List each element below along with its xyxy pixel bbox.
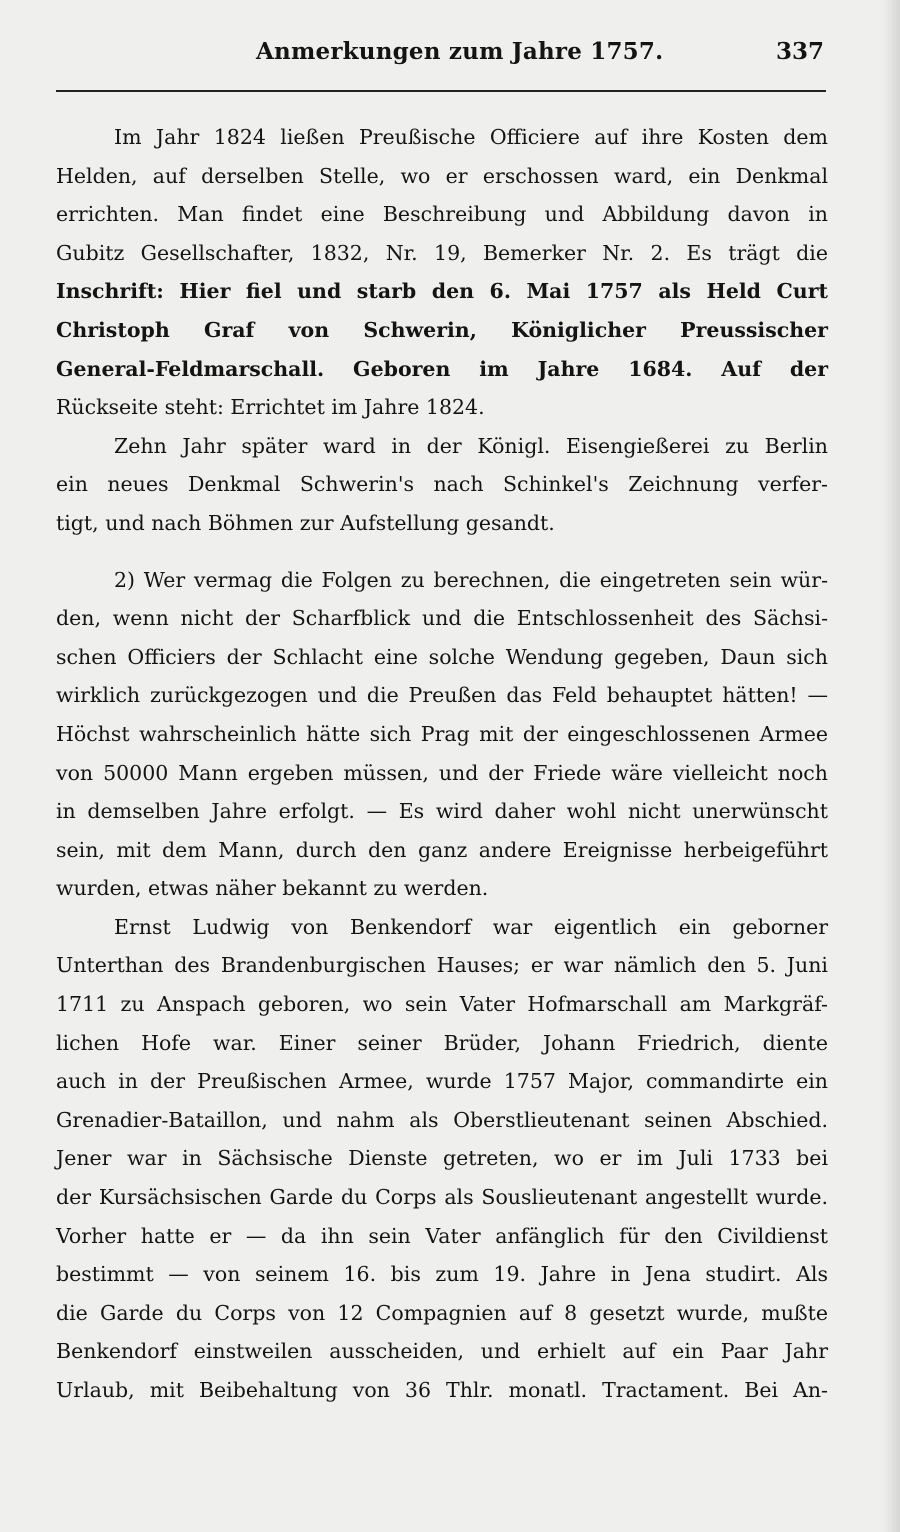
paragraph-new-monument: [56, 427, 828, 543]
running-head-title: Anmerkungen zum Jahre 1757.: [256, 38, 664, 65]
text-line: den, wenn nicht der Scharfblick und die Entschlossenheit des Sächsi-: [56, 606, 828, 631]
page-number: 337: [775, 38, 824, 65]
text-line: tigt, und nach Böhmen zur Aufstellung gesandt.: [56, 510, 555, 535]
text-line: wurden, etwas näher bekannt zu werden.: [56, 876, 489, 901]
text-line: der Kursächsischen Garde du Corps als Souslieutenant angestellt wurde.: [56, 1185, 828, 1210]
text-line: General-Feldmarschall. Geboren im Jahre 1684. Auf der: [56, 356, 828, 381]
text-line: wirklich zurückgezogen und die Preußen das Feld behauptet hätten! —: [56, 683, 828, 708]
text-line: auch in der Preußischen Armee, wurde 1757 Major, commandirte ein: [56, 1069, 828, 1094]
paragraph-benkendorf: [56, 908, 828, 1410]
paragraph-note-2: [56, 561, 828, 908]
text-line: Benkendorf einstweilen ausscheiden, und erhielt auf ein Paar Jahr: [56, 1339, 828, 1364]
text-line: 1711 zu Anspach geboren, wo sein Vater Hofmarschall am Markgräf-: [56, 992, 828, 1017]
body-text: [56, 118, 828, 1410]
text-line: in demselben Jahre erfolgt. — Es wird daher wohl nicht unerwünscht: [56, 799, 828, 824]
text-line: Zehn Jahr später ward in der Königl. Eisengießerei zu Berlin: [114, 433, 828, 458]
text-line: Christoph Graf von Schwerin, Königlicher Preussischer: [56, 317, 828, 342]
text-line: Gubitz Gesellschafter, 1832, Nr. 19, Bemerker Nr. 2. Es trägt die: [56, 240, 828, 265]
text-line: schen Officiers der Schlacht eine solche Wendung gegeben, Daun sich: [56, 644, 828, 669]
running-head: [56, 38, 824, 78]
text-line: Helden, auf derselben Stelle, wo er erschossen ward, ein Denkmal: [56, 163, 828, 188]
text-line: von 50000 Mann ergeben müssen, und der Friede wäre vielleicht noch: [56, 760, 828, 785]
text-line: Grenadier-Bataillon, und nahm als Oberstlieutenant seinen Abschied.: [56, 1107, 828, 1132]
text-line: Höchst wahrscheinlich hätte sich Prag mit der eingeschlossenen Armee: [56, 721, 828, 746]
text-line: die Garde du Corps von 12 Compagnien auf 8 gesetzt wurde, mußte: [56, 1300, 828, 1325]
text-line: sein, mit dem Mann, durch den ganz andere Ereignisse herbeigeführt: [56, 837, 828, 862]
text-line: Rückseite steht: Errichtet im Jahre 1824.: [56, 395, 485, 420]
text-line: lichen Hofe war. Einer seiner Brüder, Johann Friedrich, diente: [56, 1030, 828, 1055]
header-rule: [56, 90, 826, 92]
text-line: Urlaub, mit Beibehaltung von 36 Thlr. monatl. Tractament. Bei An-: [56, 1378, 828, 1402]
text-line: ein neues Denkmal Schwerin's nach Schinkel's Zeichnung verfer-: [56, 472, 828, 497]
text-line: Ernst Ludwig von Benkendorf war eigentlich ein geborner: [114, 914, 828, 939]
text-line: errichten. Man findet eine Beschreibung und Abbildung davon in: [56, 202, 828, 227]
text-line: Jener war in Sächsische Dienste getreten, wo er im Juli 1733 bei: [56, 1146, 828, 1171]
text-line: Unterthan des Brandenburgischen Hauses; er war nämlich den 5. Juni: [56, 953, 828, 978]
text-line: Im Jahr 1824 ließen Preußische Officiere auf ihre Kosten dem: [114, 125, 828, 149]
text-line: Inschrift: Hier fiel und starb den 6. Mai 1757 als Held Curt: [56, 279, 828, 304]
text-line: 2) Wer vermag die Folgen zu berechnen, die eingetreten sein wür-: [114, 567, 828, 592]
text-line: bestimmt — von seinem 16. bis zum 19. Jahre in Jena studirt. Als: [56, 1262, 828, 1287]
paragraph-schwerin-monument: [56, 118, 828, 427]
page-edge-shadow: [882, 0, 900, 1532]
text-line: Vorher hatte er — da ihn sein Vater anfänglich für den Civildienst: [56, 1223, 828, 1248]
